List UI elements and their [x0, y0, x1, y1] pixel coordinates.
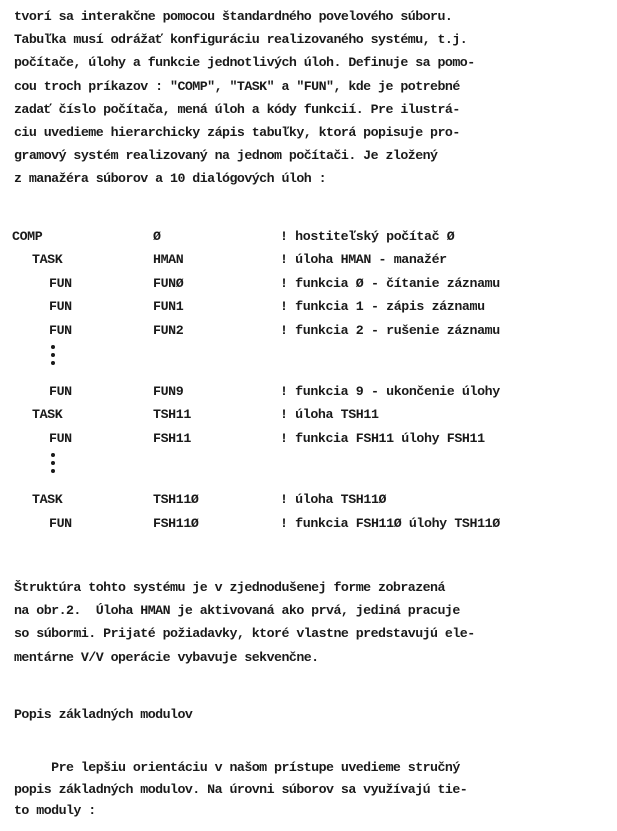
closing-paragraph	[14, 757, 614, 822]
intro-paragraph	[14, 5, 614, 191]
row-keyword: FUN	[49, 383, 72, 399]
configuration-table	[0, 225, 617, 535]
row-keyword: FUN	[49, 515, 72, 531]
table-row	[0, 403, 617, 426]
table-row	[0, 248, 617, 271]
row-keyword: FUN	[49, 275, 72, 291]
row-name: Ø	[153, 229, 161, 244]
row-keyword: TASK	[32, 492, 63, 508]
intro-line: zadať číslo počítača, mená úloh a kódy funkcií. Pre ilustrá-	[14, 101, 460, 117]
row-name: TSH11Ø	[153, 492, 199, 508]
structure-paragraph	[14, 576, 614, 669]
ellipsis-row	[0, 450, 617, 488]
closing-line: Pre lepšiu orientáciu v našom prístupe uvedieme stručný	[14, 760, 460, 775]
row-comment: ! funkcia FSH11Ø úlohy TSH11Ø	[280, 515, 500, 531]
row-keyword: TASK	[32, 252, 63, 268]
table-row	[0, 319, 617, 342]
row-keyword: FUN	[49, 322, 72, 338]
closing-line: to moduly :	[14, 803, 96, 818]
section-heading: Popis základných modulov	[14, 707, 193, 722]
structure-line: Štruktúra tohto systému je v zjednodušenej forme zobrazená	[14, 580, 445, 595]
table-row	[0, 295, 617, 318]
row-comment: ! funkcia Ø - čítanie záznamu	[280, 275, 500, 291]
structure-line: so súbormi. Prijaté požiadavky, ktoré vlastne predstavujú ele-	[14, 626, 475, 642]
row-comment: ! funkcia FSH11 úlohy FSH11	[280, 430, 485, 446]
row-keyword: FUN	[49, 299, 72, 315]
intro-line: Tabuľka musí odrážať konfiguráciu realizovaného systému, t.j.	[14, 32, 468, 48]
row-name: FUN2	[153, 322, 184, 338]
table-row	[0, 488, 617, 511]
structure-line: mentárne V/V operácie vybavuje sekvenčne.	[14, 649, 319, 665]
closing-line: popis základných modulov. Na úrovni súborov sa využívajú tie-	[14, 781, 468, 797]
table-row	[0, 380, 617, 403]
row-comment: ! úloha TSH11	[280, 407, 379, 423]
row-keyword: FUN	[49, 430, 72, 446]
row-name: FUNØ	[153, 275, 184, 291]
table-row	[0, 272, 617, 295]
row-name: FUN9	[153, 383, 184, 399]
intro-line: cou troch príkazov : "COMP", "TASK" a "FUN", kde je potrebné	[14, 78, 460, 94]
row-name: HMAN	[153, 252, 184, 268]
row-name: FSH11Ø	[153, 515, 199, 531]
row-name: FUN1	[153, 299, 184, 315]
row-name: TSH11	[153, 407, 191, 423]
table-row	[0, 427, 617, 450]
intro-line: počítače, úlohy a funkcie jednotlivých úloh. Definuje sa pomo-	[14, 55, 475, 71]
row-name: FSH11	[153, 430, 191, 446]
table-row	[0, 512, 617, 535]
row-keyword: COMP	[12, 229, 43, 244]
row-comment: ! funkcia 1 - zápis záznamu	[280, 299, 485, 315]
row-keyword: TASK	[32, 407, 63, 423]
row-comment: ! funkcia 2 - rušenie záznamu	[280, 322, 500, 338]
structure-line: na obr.2. Úloha HMAN je aktivovaná ako prvá, jediná pracuje	[14, 603, 460, 619]
ellipsis-row	[0, 342, 617, 380]
intro-line: z manažéra súborov a 10 dialógových úloh :	[14, 171, 327, 187]
intro-line: ciu uvedieme hierarchicky zápis tabuľky, ktorá popisuje pro-	[14, 125, 460, 141]
table-row	[0, 225, 617, 248]
row-comment: ! úloha TSH11Ø	[280, 492, 387, 508]
vertical-ellipsis-icon	[50, 342, 58, 369]
vertical-ellipsis-icon	[50, 450, 58, 477]
intro-line: gramový systém realizovaný na jednom počítači. Je zložený	[14, 148, 438, 164]
row-comment: ! úloha HMAN - manažér	[280, 252, 447, 268]
intro-line: tvorí sa interakčne pomocou štandardného povelového súboru.	[14, 9, 453, 24]
row-comment: ! hostiteľský počítač Ø	[280, 229, 455, 244]
row-comment: ! funkcia 9 - ukončenie úlohy	[280, 383, 500, 399]
